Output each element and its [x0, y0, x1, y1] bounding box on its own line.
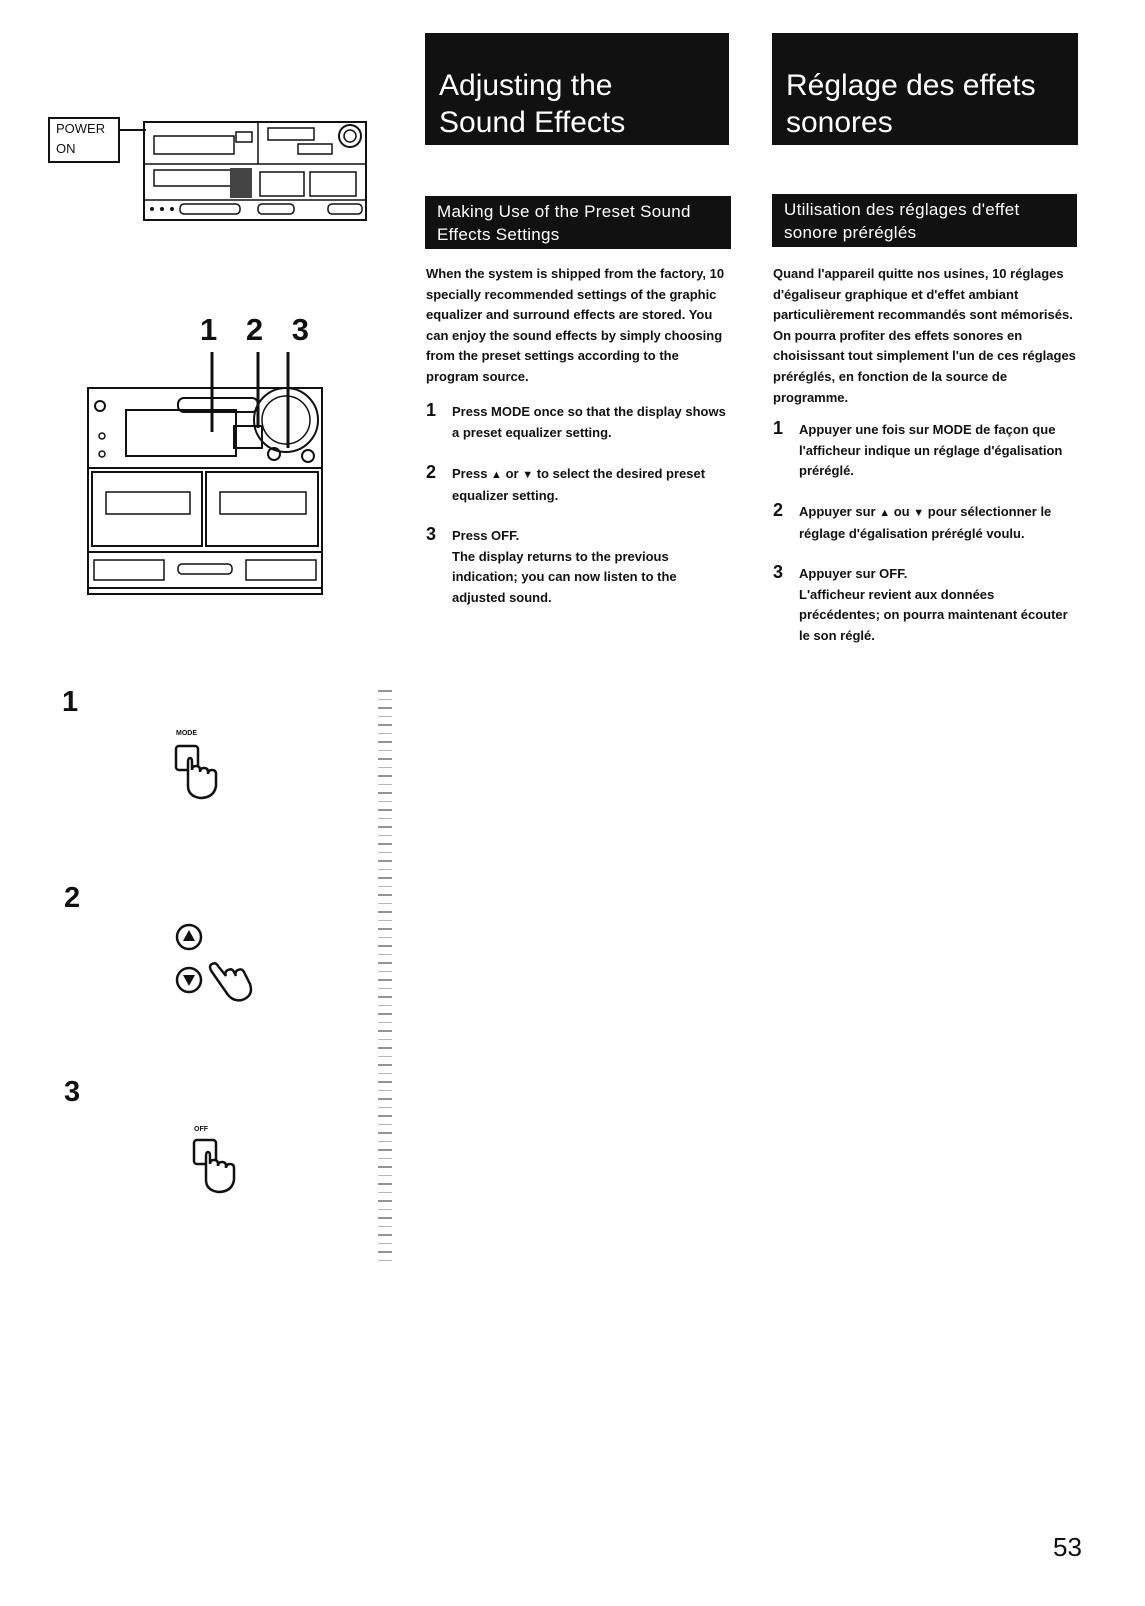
- en-step-3: [426, 526, 726, 608]
- fr-step-2: [773, 502, 1073, 544]
- en-title: [425, 33, 729, 145]
- up-arrow-icon: ▲: [879, 507, 891, 519]
- callout-2: 2: [245, 312, 274, 347]
- power-label-line2: ON: [56, 141, 76, 156]
- press-off-hand-icon: [188, 1138, 248, 1198]
- en-step-1: [426, 402, 726, 443]
- fr-step-3-number: 3: [773, 562, 784, 582]
- down-arrow-icon: ▼: [522, 469, 534, 481]
- fr-step-3: [773, 564, 1073, 646]
- en-step-1-text: Press MODE once so that the display shows a preset equalizer setting.: [452, 404, 726, 440]
- fr-step-1-text: Appuyer une fois sur MODE de façon que l'afficheur indique un réglage d'égalisation préréglé.: [799, 422, 1063, 479]
- fr-step-3-note: L'afficheur revient aux données précédentes; on pourra maintenant écouter le son réglé.: [799, 586, 1068, 643]
- up-button-icon: [174, 922, 204, 952]
- callout-numbers: [200, 312, 319, 348]
- fr-step-2-text-after: pour sélectionner le réglage d'égalisation préréglé voulu.: [799, 504, 1052, 541]
- up-arrow-icon: ▲: [491, 469, 502, 481]
- en-step-2-number: 2: [426, 462, 437, 482]
- off-button-label: OFF: [194, 1126, 208, 1133]
- press-mode-hand-icon: [170, 744, 230, 804]
- en-intro: When the system is shipped from the factory, 10 specially recommended settings of the graphic equalizer and surround effects are stored. You can enjoy the sound effects by simply choosing from the preset settings according to the program source.: [426, 266, 725, 384]
- en-step-2-text-before: Press: [452, 466, 488, 481]
- fr-title-line2: sonores: [786, 106, 893, 139]
- stereo-system-front-illustration: [86, 348, 342, 600]
- fr-title-line1: Réglage des effets: [786, 69, 1036, 102]
- en-step-3-text: Press OFF.: [452, 528, 520, 543]
- fr-subtitle: [772, 194, 1077, 247]
- fr-step-1: [773, 420, 1083, 482]
- power-on-label: [48, 117, 120, 163]
- page-number: 53: [1053, 1532, 1082, 1562]
- en-step-2-or: or: [505, 466, 519, 481]
- fr-subtitle-line2: sonore préréglés: [784, 223, 917, 242]
- en-step-3-note: The display returns to the previous indication; you can now listen to the adjusted sound.: [452, 548, 677, 605]
- fr-intro: Quand l'appareil quitte nos usines, 10 réglages d'égaliseur graphique et d'effet ambiant particulièrement recommandés sont mémorisés. On pourra profiter des effets sonores en choisissant tout simplement l'un de ces réglages préréglés, en fonction de la source de programme.: [773, 266, 1076, 405]
- fr-step-2-text-before: Appuyer sur: [799, 504, 876, 519]
- en-subtitle: [425, 196, 731, 249]
- en-title-line1: Adjusting the: [439, 69, 613, 102]
- fr-subtitle-line1: Utilisation des réglages d'effet: [784, 200, 1020, 219]
- stereo-system-top-illustration: [118, 112, 378, 222]
- scan-artifact-column: [378, 690, 392, 1265]
- fr-step-3-text: Appuyer sur OFF.: [799, 566, 908, 581]
- en-step-2-text-after: to select the desired preset equalizer setting.: [452, 466, 706, 503]
- down-arrow-icon: ▼: [913, 507, 925, 519]
- power-label-line1: POWER: [56, 121, 106, 136]
- en-step-1-number: 1: [426, 400, 437, 420]
- mode-button-label: MODE: [176, 730, 197, 737]
- en-subtitle-line1: Making Use of the Preset Sound: [437, 202, 691, 221]
- illustration-step-1-number: 1: [62, 686, 79, 718]
- en-subtitle-line2: Effects Settings: [437, 225, 560, 244]
- illustration-step-2-number: 2: [64, 882, 81, 914]
- down-button-hand-icon: [174, 962, 264, 1012]
- en-step-3-number: 3: [426, 524, 437, 544]
- fr-step-2-number: 2: [773, 500, 784, 520]
- callout-3: 3: [291, 312, 319, 347]
- fr-title: [772, 33, 1078, 145]
- en-title-line2: Sound Effects: [439, 106, 626, 139]
- fr-step-1-number: 1: [773, 418, 784, 438]
- illustration-step-3-number: 3: [64, 1076, 81, 1108]
- fr-step-2-or: ou: [893, 504, 910, 519]
- callout-1: 1: [200, 312, 228, 347]
- en-step-2: [426, 464, 726, 506]
